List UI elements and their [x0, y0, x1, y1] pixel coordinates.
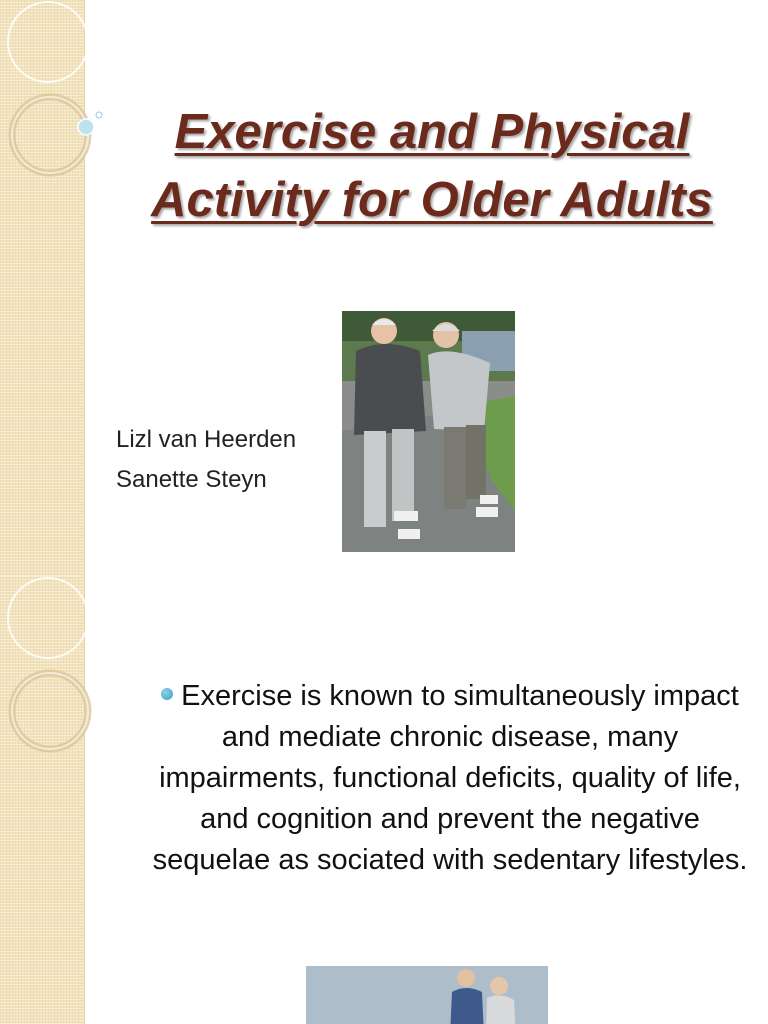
- bullet-text: Exercise is known to simultaneously impact and mediate chronic disease, many impairments, functional deficits, quality of life, and cognition and prevent the negative sequelae as sociated with sedentary lifestyles.: [152, 680, 748, 876]
- older-couple-walking-photo: [342, 311, 515, 552]
- author-name: Sanette Steyn: [116, 466, 267, 493]
- author-name: Lizl van Heerden: [116, 426, 297, 453]
- author-list: [116, 420, 296, 500]
- decorative-rings-icon: [0, 576, 130, 776]
- slide-title: Exercise and Physical Activity for Older Adults: [151, 105, 713, 227]
- content-slide: [0, 576, 768, 1024]
- bullet-icon: [161, 688, 173, 700]
- bullet-paragraph: [150, 676, 750, 881]
- older-couple-photo: [306, 966, 548, 1024]
- decorative-rings-icon: [0, 0, 130, 200]
